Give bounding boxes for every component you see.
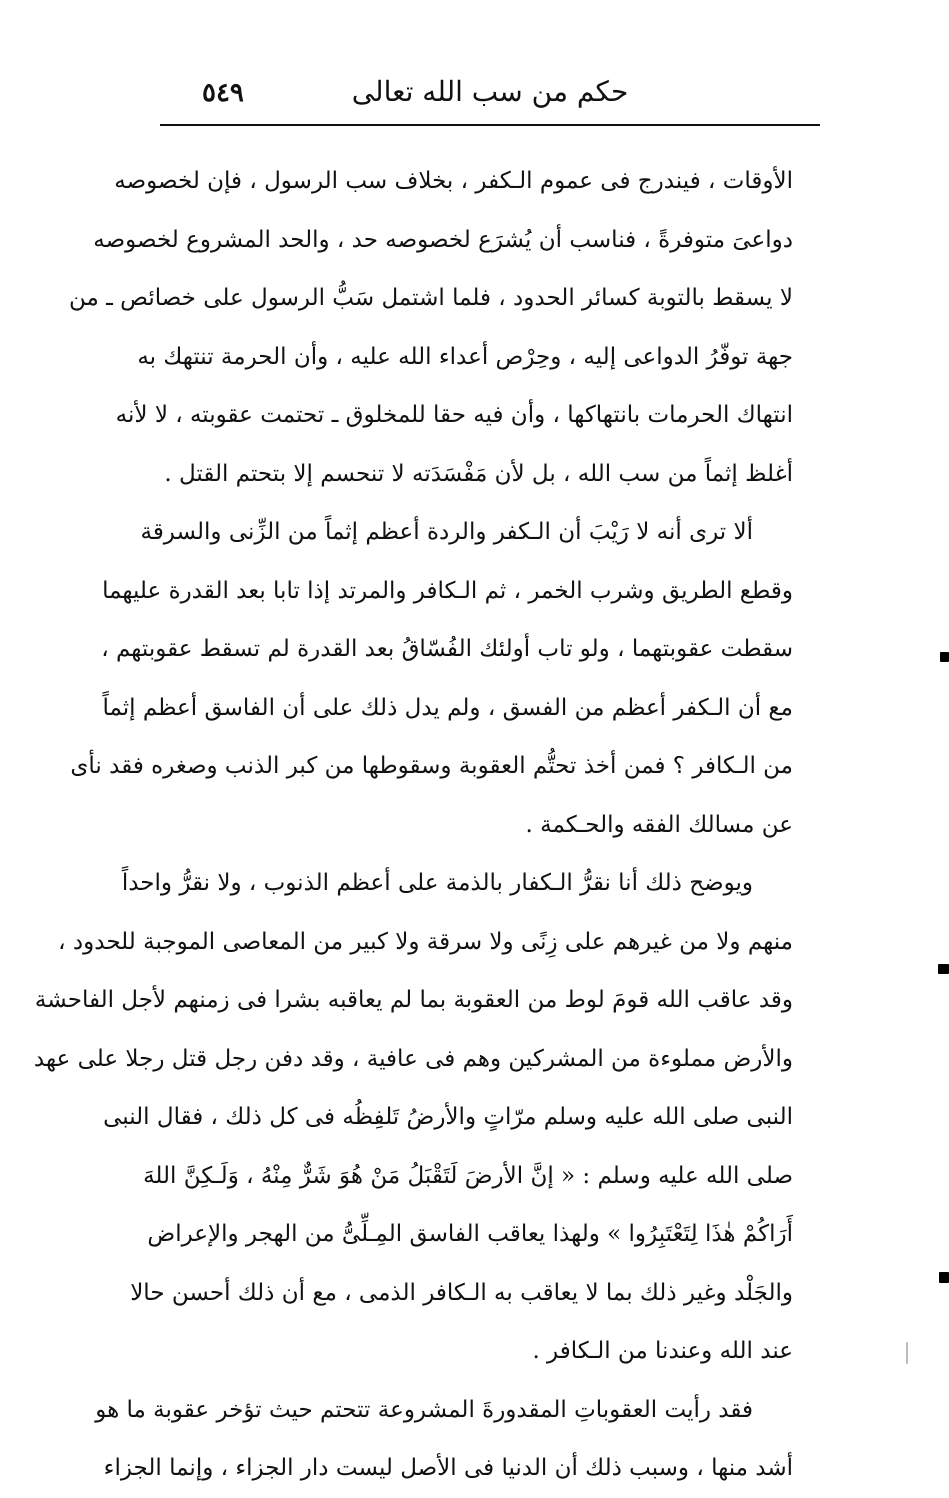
text-line: وقطع الطريق وشرب الخمر ، ثم الـكافر والمرتد إذا تابا بعد القدرة عليهما <box>102 577 793 604</box>
text-line: لا يسقط بالتوبة كسائر الحدود ، فلما اشتمل سَبُّ الرسول على خصائص ـ من <box>68 285 793 311</box>
text-line: انتهاك الحرمات بانتهاكها ، وأن فيه حقا للمخلوق ـ تحتمت عقوبته ، لا لأنه <box>115 402 793 428</box>
page-number: ٥٤٩ <box>202 78 244 108</box>
header-rule <box>160 124 820 126</box>
text-line: وقد عاقب الله قومَ لوط من العقوبة بما لم يعاقبه بشرا فى زمنهم لأجل الفاحشة <box>34 987 793 1013</box>
text-line: منهم ولا من غيرهم على زِنًى ولا سرقة ولا كبير من المعاصى الموجبة للحدود ، <box>58 928 793 955</box>
text-line: مع أن الـكفر أعظم من الفسق ، ولم يدل ذلك على أن الفاسق أعظم إثماً <box>102 694 793 721</box>
page-header <box>160 72 820 122</box>
scan-mark <box>938 964 949 974</box>
text-line: سقطت عقوبتهما ، ولو تاب أولئك الفُسّاقُ بعد القدرة لم تسقط عقوبتهم ، <box>101 636 793 662</box>
body-text <box>33 152 793 1498</box>
paragraph-start-line: فقد رأيت العقوباتِ المقدورةَ المشروعة تتحتم حيث تؤخر عقوبة ما هو <box>95 1396 753 1423</box>
text-line: أَرَاكُمْ هٰذَا لِتَعْتَبِرُوا » ولهذا يعاقب الفاسق المِـلِّىُّ من الهجر والإعراض <box>147 1221 793 1247</box>
text-line: دواعىَ متوفرةً ، فناسب أن يُشرَع لخصوصه حد ، والحد المشروع لخصوصه <box>93 226 793 253</box>
text-line: أغلظ إثماً من سب الله ، بل لأن مَفْسَدَته لا تنحسم إلا بتحتم القتل . <box>164 460 793 487</box>
text-line: صلى الله عليه وسلم : « إنَّ الأرضَ لَتَقْبَلُ مَنْ هُوَ شَرٌّ مِنْهُ ، وَلَـكِنَّ اللهَ <box>143 1162 793 1189</box>
paragraph-start-line: ويوضح ذلك أنا نقرُّ الـكفار بالذمة على أعظم الذنوب ، ولا نقرُّ واحداً <box>121 870 753 896</box>
paragraph-start-line: ألا ترى أنه لا رَيْبَ أن الـكفر والردة أعظم إثماً من الزِّنى والسرقة <box>140 519 753 545</box>
text-line: والجَلْد وغير ذلك بما لا يعاقب به الـكافر الذمى ، مع أن ذلك أحسن حالا <box>130 1279 793 1306</box>
text-line: جهة توفّرُ الدواعى إليه ، وحِرْص أعداء الله عليه ، وأن الحرمة تنتهك به <box>137 343 793 370</box>
text-line: والأرض مملوءة من المشركين وهم فى عافية ، وقد دفن رجل قتل رجلا على عهد <box>33 1045 793 1072</box>
scan-mark <box>940 652 949 662</box>
text-line: النبى صلى الله عليه وسلم مرّاتٍ والأرضُ تَلفِظُه فى كل ذلك ، فقال النبى <box>103 1104 793 1130</box>
text-line: الأوقات ، فيندرج فى عموم الـكفر ، بخلاف سب الرسول ، فإن لخصوصه <box>114 168 793 194</box>
text-line: عند الله وعندنا من الـكافر . <box>532 1338 793 1364</box>
text-line: من الـكافر ؟ فمن أخذ تحتُّم العقوبة وسقوطها من كبر الذنب وصغره فقد نأى <box>70 753 793 779</box>
text-line: عن مسالك الفقه والحـكمة . <box>525 811 793 838</box>
text-line: أشد منها ، وسبب ذلك أن الدنيا فى الأصل ليست دار الجزاء ، وإنما الجزاء <box>103 1455 793 1481</box>
scan-mark <box>939 1272 949 1283</box>
running-title: حكم من سب الله تعالى <box>351 75 629 108</box>
scan-speck <box>906 1342 908 1364</box>
